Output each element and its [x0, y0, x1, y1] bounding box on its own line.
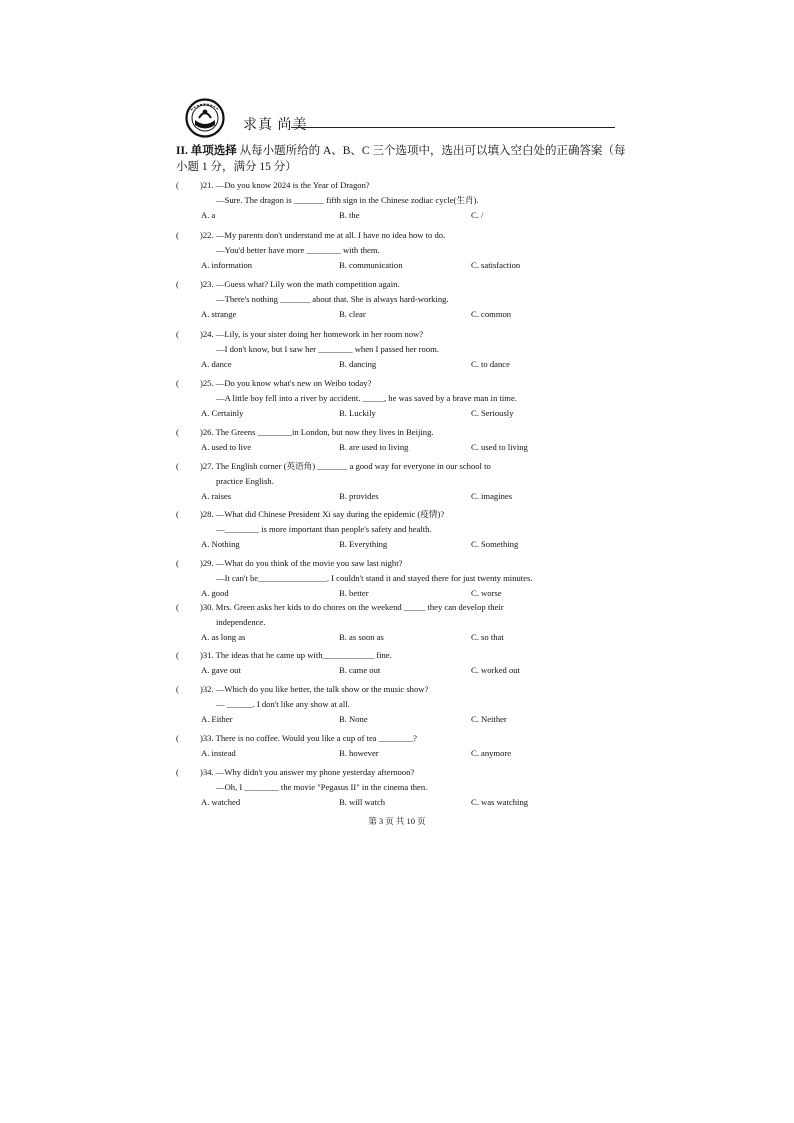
question-stem: )34. —Why didn't you answer my phone yesterday afternoon? [200, 767, 415, 777]
option-c: C. / [471, 210, 484, 220]
option-b: B. came out [339, 665, 381, 675]
question-line-2: —I don't know, but I saw her ________ when I passed her room. [216, 344, 439, 354]
answer-bracket[interactable]: ( [176, 733, 179, 743]
answer-bracket[interactable]: ( [176, 650, 179, 660]
option-b: B. better [339, 588, 369, 598]
option-c: C. common [471, 309, 512, 319]
option-a: A. raises [201, 491, 232, 501]
option-b: B. clear [339, 309, 366, 319]
question-stem: )25. —Do you know what's new on Weibo today? [200, 378, 372, 388]
page-header [183, 98, 615, 138]
question-stem: )23. —Guess what? Lily won the math competition again. [200, 279, 400, 289]
section-heading [176, 143, 628, 175]
option-c: C. anymore [471, 748, 512, 758]
option-b: B. dancing [339, 359, 377, 369]
option-a: A. used to live [201, 442, 252, 452]
option-a: A. as long as [201, 632, 246, 642]
option-b: B. as soon as [339, 632, 384, 642]
answer-bracket[interactable]: ( [176, 684, 179, 694]
question-stem: )24. —Lily, is your sister doing her homework in her room now? [200, 329, 424, 339]
answer-bracket[interactable]: ( [176, 279, 179, 289]
option-c: C. Neither [471, 714, 507, 724]
answer-bracket[interactable]: ( [176, 329, 179, 339]
question-line-2: practice English. [216, 476, 274, 486]
option-a: A. Either [201, 714, 233, 724]
header-rule [291, 127, 615, 128]
question-stem: )22. —My parents don't understand me at all. I have no idea how to do. [200, 230, 446, 240]
option-b: B. Everything [339, 539, 388, 549]
answer-bracket[interactable]: ( [176, 427, 179, 437]
question-line-2: —________ is more important than people's safety and health. [216, 524, 432, 534]
page-number: 第 3 页 共 10 页 [368, 816, 426, 826]
question-stem: )32. —Which do you like better, the talk show or the music show? [200, 684, 429, 694]
question-stem: )31. The ideas that he came up with____________ fine. [200, 650, 392, 660]
option-c: C. Something [471, 539, 519, 549]
answer-bracket[interactable]: ( [176, 509, 179, 519]
question-stem: )33. There is no coffee. Would you like a cup of tea ________? [200, 733, 417, 743]
option-a: A. Certainly [201, 408, 244, 418]
school-motto: 求真 尚美 [243, 118, 308, 133]
option-a: A. strange [201, 309, 237, 319]
answer-bracket[interactable]: ( [176, 558, 179, 568]
option-c: C. so that [471, 632, 504, 642]
option-c: C. to dance [471, 359, 510, 369]
option-b: B. will watch [339, 797, 386, 807]
option-b: B. Luckily [339, 408, 376, 418]
section-instruction: 从每小题所给的 A、B、C 三个选项中，选出可以填入空白处的正确答案（每小题 1 分，满分 15 分） [176, 145, 626, 173]
question-line-2: independence. [216, 617, 266, 627]
option-b: B. the [339, 210, 360, 220]
answer-bracket[interactable]: ( [176, 461, 179, 471]
answer-bracket[interactable]: ( [176, 230, 179, 240]
question-stem: )27. The English corner (英语角) _______ a good way for everyone in our school to [200, 461, 491, 471]
question-line-2: —You'd better have more ________ with them. [216, 245, 380, 255]
question-stem: )29. —What do you think of the movie you saw last night? [200, 558, 403, 568]
option-b: B. communication [339, 260, 403, 270]
answer-bracket[interactable]: ( [176, 180, 179, 190]
option-c: C. was watching [471, 797, 529, 807]
question-stem: )26. The Greens ________in London, but now they lives in Beijing. [200, 427, 434, 437]
question-line-2: — ______. I don't like any show at all. [216, 699, 350, 709]
question-stem: )21. —Do you know 2024 is the Year of Dragon? [200, 180, 370, 190]
option-a: A. good [201, 588, 229, 598]
question-line-2: —It can't be________________. I couldn't stand it and stayed there for just twenty minutes. [216, 573, 533, 583]
answer-bracket[interactable]: ( [176, 602, 179, 612]
question-line-2: —Sure. The dragon is _______ fifth sign in the Chinese zodiac cycle(生肖). [216, 195, 479, 205]
question-line-2: —There's nothing _______ about that. She is always hard-working. [216, 294, 449, 304]
question-line-2: —Oh, I ________ the movie "Pegasus II" in the cinema then. [216, 782, 428, 792]
option-c: C. worked out [471, 665, 520, 675]
option-a: A. information [201, 260, 253, 270]
option-a: A. a [201, 210, 216, 220]
answer-bracket[interactable]: ( [176, 767, 179, 777]
section-label: II. 单项选择 [176, 145, 237, 157]
option-b: B. provides [339, 491, 379, 501]
option-c: C. used to living [471, 442, 528, 452]
option-c: C. worse [471, 588, 502, 598]
option-a: A. Nothing [201, 539, 240, 549]
option-a: A. instead [201, 748, 236, 758]
option-a: A. dance [201, 359, 232, 369]
option-b: B. however [339, 748, 379, 758]
option-b: B. None [339, 714, 368, 724]
option-c: C. Seriously [471, 408, 514, 418]
answer-bracket[interactable]: ( [176, 378, 179, 388]
option-c: C. satisfaction [471, 260, 521, 270]
option-c: C. imagines [471, 491, 513, 501]
question-stem: )30. Mrs. Green asks her kids to do chores on the weekend _____ they can develop their [200, 602, 504, 612]
option-a: A. watched [201, 797, 241, 807]
option-a: A. gave out [201, 665, 241, 675]
question-stem: )28. —What did Chinese President Xi say during the epidemic (疫情)? [200, 509, 445, 519]
option-b: B. are used to living [339, 442, 409, 452]
school-logo [183, 98, 227, 138]
question-line-2: —A little boy fell into a river by accident. _____, he was saved by a brave man in time. [216, 393, 517, 403]
